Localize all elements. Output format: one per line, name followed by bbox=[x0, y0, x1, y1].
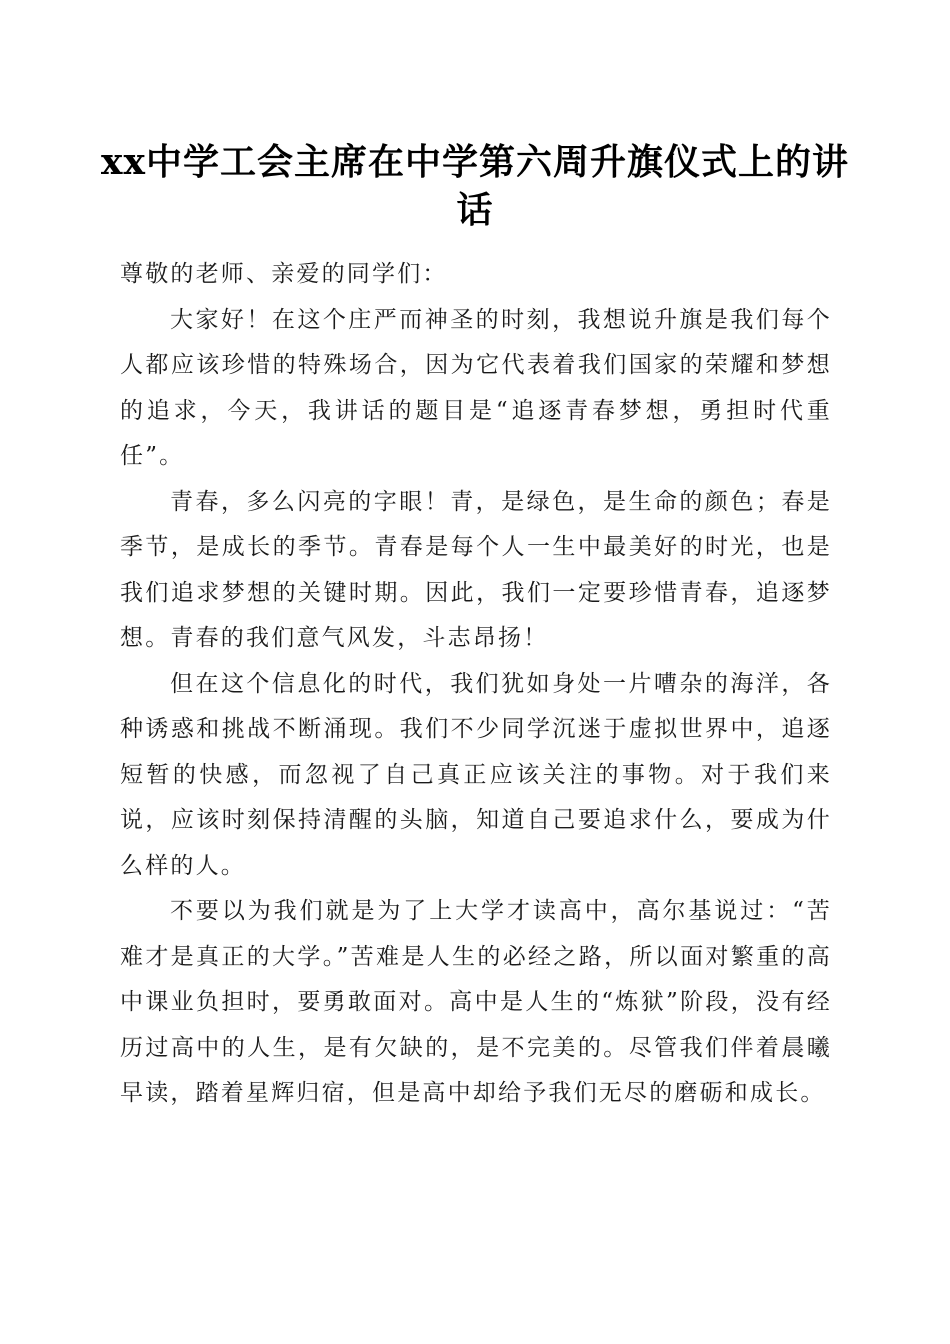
paragraph-4: 不要以为我们就是为了上大学才读高中，高尔基说过：“苦难才是真正的大学。”苦难是人生的必经之路，所以面对繁重的高中课业负担时，要勇敢面对。高中是人生的“炼狱”阶段，没有经历过高中的人生，是有欠缺的，是不完美的。尽管我们伴着晨曦早读，踏着星辉归宿，但是高中却给予我们无尽的磨砺和成长。 bbox=[120, 898, 832, 1106]
paragraph-2: 青春，多么闪亮的字眼！青，是绿色，是生命的颜色；春是季节，是成长的季节。青春是每个人一生中最美好的时光，也是我们追求梦想的关键时期。因此，我们一定要珍惜青春，追逐梦想。青春的我们意气风发，斗志昂扬！ bbox=[120, 488, 832, 651]
salutation: 尊敬的老师、亲爱的同学们： bbox=[120, 261, 448, 287]
paragraph-1: 大家好！在这个庄严而神圣的时刻，我想说升旗是我们每个人都应该珍惜的特殊场合，因为它代表着我们国家的荣耀和梦想的追求，今天，我讲话的题目是“追逐青春梦想，勇担时代重任”。 bbox=[120, 306, 832, 469]
document-body bbox=[120, 252, 832, 1117]
document-title: xx中学工会主席在中学第六周升旗仪式上的讲话 bbox=[101, 141, 849, 231]
paragraph-3: 但在这个信息化的时代，我们犹如身处一片嘈杂的海洋，各种诱惑和挑战不断涌现。我们不少同学沉迷于虚拟世界中，追逐短暂的快感，而忽视了自己真正应该关注的事物。对于我们来说，应该时刻保持清醒的头脑，知道自己要追求什么，要成为什么样的人。 bbox=[120, 670, 832, 879]
